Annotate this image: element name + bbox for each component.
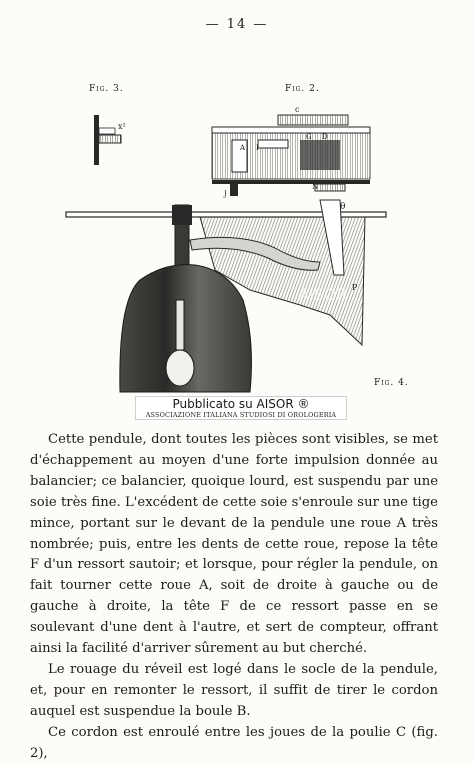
figure-label-theta: θ [340,202,346,212]
figure-label-p: P [352,283,358,292]
watermark-subtitle: ASSOCIAZIONE ITALIANA STUDIOSI DI OROLOGERIA [145,411,337,419]
body-text [30,430,438,765]
figure-2-drawing [212,105,370,198]
watermark-title: Pubblicato su AISOR ® [172,397,310,411]
aisor-watermark-overlay: AISOR [298,285,348,304]
figure-4-caption: Fig. 4. [374,378,409,388]
figure-2-caption: Fig. 2. [285,84,320,94]
figure-label-n: N [312,183,319,191]
page-number: — 14 — [205,17,269,32]
figure-label-g: G [306,133,312,141]
figure-label-j: J [224,190,227,198]
figure-3-drawing [94,115,126,165]
figure-label-d: D [322,133,328,141]
watermark-banner [135,396,347,420]
figure-label-x2: x² [118,122,126,131]
figure-label-c: c [295,105,300,114]
paragraph-1: Cette pendule, dont toutes les pièces sont visibles, se met d'échappement au moyen d'une forte impulsion donnée au balancier; ce balancier, quoique lourd, est suspendu par une soie très fine. L'excédent de cette soie s'enroule sur une tige mince, portant sur le devant de la pendule une roue A très nombrée; puis, entre les dents de cette roue, repose la tête F d'un ressort sautoir; et lorsque, pour régler la pendule, on fait tourner cette roue A, soit de droite à gauche ou de gauche à droite, la tête F de ce ressort passe en se soulevant d'une dent à l'autre, et sert de compteur, offrant ainsi la facilité d'arriver sûrement au but cherché. [30,432,438,657]
paragraph-2: Le rouage du réveil est logé dans le socle de la pendule, et, pour en remonter le ressort, il suffit de tirer le cordon auquel est suspendue la boule B. [30,661,438,719]
figure-4-drawing [66,200,386,392]
figure-label-a: A [240,144,246,152]
figure-label-i: I [256,144,259,152]
paragraph-3: Ce cordon est enroulé entre les joues de la poulie C (fig. 2), [30,724,438,761]
figure-3-caption: Fig. 3. [89,84,124,94]
